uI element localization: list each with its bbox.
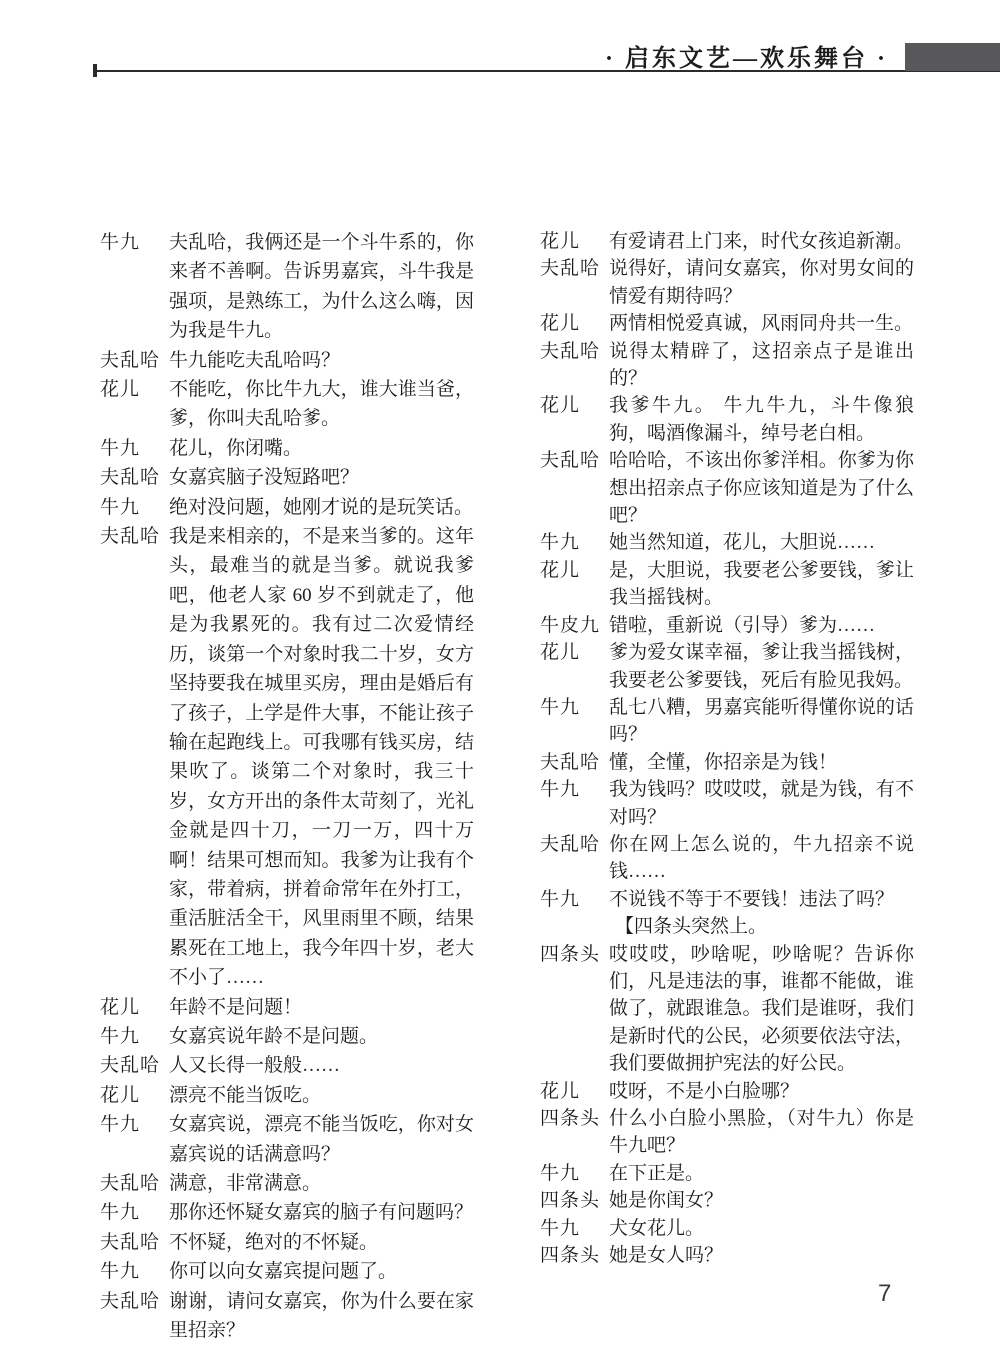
script-entry — [100, 228, 474, 346]
speaker-name: 夫乱哈 — [540, 450, 601, 472]
speaker-name: 牛九 — [540, 1217, 581, 1239]
dialogue-text: 那你还怀疑女嘉宾的脑子有问题吗？ — [169, 1202, 474, 1224]
speaker-name: 夫乱哈 — [540, 258, 601, 280]
dialogue-text: 她是女人吗？ — [609, 1245, 724, 1267]
dialogue-text: 她当然知道，花儿，大胆说…… — [609, 532, 876, 554]
script-entry — [540, 776, 914, 831]
script-entry — [540, 447, 914, 529]
script-entry — [100, 1022, 474, 1051]
dialogue-text: 犬女花儿。 — [609, 1217, 705, 1239]
script-entry — [100, 434, 474, 463]
speaker-name: 牛九 — [540, 532, 581, 554]
speaker-name: 夫乱哈 — [100, 1290, 161, 1312]
script-entry — [540, 1187, 914, 1214]
stage-direction-text: 【四条头突然上。 — [615, 916, 768, 938]
script-entry — [100, 375, 474, 434]
speaker-name: 牛九 — [100, 496, 141, 518]
script-entry — [100, 1051, 474, 1080]
script-entry — [100, 346, 474, 375]
speaker-name: 花儿 — [100, 996, 141, 1018]
speaker-name: 花儿 — [540, 395, 581, 417]
script-entry — [100, 993, 474, 1022]
script-entry — [540, 1242, 914, 1269]
speaker-name: 夫乱哈 — [100, 1231, 161, 1253]
speaker-name: 牛九 — [540, 1162, 581, 1184]
speaker-name: 花儿 — [540, 642, 581, 664]
script-entry — [540, 639, 914, 694]
speaker-name: 夫乱哈 — [100, 526, 161, 548]
speaker-name: 牛九 — [540, 779, 581, 801]
script-entry — [100, 1198, 474, 1227]
speaker-name: 牛九 — [100, 232, 141, 253]
dialogue-text: 两情相悦爱真诚，风雨同舟共一生。 — [609, 313, 914, 335]
header-corner-block — [905, 43, 1000, 71]
speaker-name: 牛九 — [100, 1261, 141, 1283]
dialogue-text: 乱七八糟，男嘉宾能听得懂你说的话吗？ — [609, 696, 914, 746]
script-entry — [540, 1105, 914, 1160]
dialogue-text: 哎哎哎，吵啥呢，吵啥呢？告诉你们，凡是违法的事，谁都不能做，谁做了，就跟谁急。我们是谁呀，我们是新时代的公民，必须要依法守法，我们要做拥护宪法的好公民。 — [609, 943, 914, 1075]
dialogue-text: 不怀疑，绝对的不怀疑。 — [169, 1231, 379, 1253]
script-entry — [100, 1110, 474, 1169]
dialogue-text: 懂，全懂，你招亲是为钱！ — [609, 751, 838, 773]
speaker-name: 牛九 — [540, 696, 581, 718]
dialogue-text: 夫乱哈，我俩还是一个斗牛系的，你来者不善啊。告诉男嘉宾，斗牛我是强项，是熟练工，为什么这么嗨，因为我是牛九。 — [169, 232, 474, 342]
speaker-name: 夫乱哈 — [100, 349, 161, 371]
script-entry — [540, 1215, 914, 1242]
script-entry — [540, 941, 914, 1078]
journal-title: · 启东文艺—欢乐舞台 · — [604, 46, 888, 72]
dialogue-text: 花儿，你闭嘴。 — [169, 437, 303, 459]
dialogue-text: 女嘉宾说年龄不是问题。 — [169, 1025, 379, 1047]
dialogue-text: 女嘉宾说，漂亮不能当饭吃，你对女嘉宾说的话满意吗？ — [169, 1114, 474, 1165]
script-entry — [100, 1169, 474, 1198]
speaker-name: 四条头 — [540, 1108, 601, 1129]
speaker-name: 牛九 — [540, 888, 581, 910]
dialogue-text: 人又长得一般般…… — [169, 1055, 341, 1077]
speaker-name: 花儿 — [100, 1084, 141, 1106]
script-entry — [100, 1228, 474, 1257]
dialogue-text: 不能吃，你比牛九大，谁大谁当爸，爹，你叫夫乱哈爹。 — [169, 379, 474, 430]
script-entry — [540, 612, 914, 639]
script-entry — [100, 1081, 474, 1110]
script-entry — [100, 1287, 474, 1346]
script-entry — [100, 493, 474, 522]
speaker-name: 夫乱哈 — [540, 340, 601, 362]
script-entry — [540, 255, 914, 310]
script-column-right — [540, 228, 914, 1269]
speaker-name: 夫乱哈 — [100, 467, 161, 489]
script-entry — [540, 831, 914, 886]
speaker-name: 牛九 — [100, 1114, 141, 1136]
script-entry — [540, 1160, 914, 1187]
speaker-name: 花儿 — [540, 313, 581, 335]
dialogue-text: 谢谢，请问女嘉宾，你为什么要在家里招亲？ — [169, 1290, 474, 1342]
script-entry — [540, 749, 914, 776]
dialogue-text: 哈哈哈，不该出你爹洋相。你爹为你想出招亲点子你应该知道是为了什么吧？ — [609, 450, 914, 527]
dialogue-text: 什么小白脸小黑脸，（对牛九）你是牛九吧？ — [609, 1108, 914, 1157]
dialogue-text: 牛九能吃夫乱哈吗？ — [169, 349, 341, 371]
script-entry — [100, 1257, 474, 1286]
speaker-name: 花儿 — [100, 379, 141, 401]
speaker-name: 夫乱哈 — [540, 833, 601, 855]
dialogue-text: 在下正是。 — [609, 1162, 705, 1184]
speaker-name: 四条头 — [540, 1245, 601, 1267]
script-entry — [540, 310, 914, 337]
dialogue-text: 我为钱吗？哎哎哎，就是为钱，有不对吗？ — [609, 779, 914, 828]
script-entry — [540, 557, 914, 612]
script-entry — [540, 1078, 914, 1105]
script-entry — [100, 522, 474, 993]
dialogue-text: 你在网上怎么说的，牛九招亲不说钱…… — [609, 833, 914, 883]
dialogue-text: 我是来相亲的，不是来当爹的。这年头，最难当的就是当爹。就说我爹吧，他老人家 60 岁不到就走了，他是为我累死的。我有过二次爱情经历，谈第一个对象时我二十岁，女方坚持要我在城里买房，理由是婚后有了孩子，上学是件大事，不能让孩子输在起跑线上。可我哪有钱买房，结果吹了。谈第二个对象时，我三十岁，女方开出的条件太苛刻了，光礼金就是四十刀，一刀一万，四十万啊！结果可想而知。我爹为让我有个家，带着病，拼着命常年在外打工，重活脏活全干，风里雨里不顾，结果累死在工地上，我今年四十岁，老大不小了…… — [169, 526, 474, 989]
speaker-name: 花儿 — [540, 559, 581, 581]
script-entry — [100, 463, 474, 492]
dialogue-text: 满意，非常满意。 — [169, 1173, 322, 1194]
script-entry — [540, 338, 914, 393]
dialogue-text: 说得好，请问女嘉宾，你对男女间的情爱有期待吗？ — [609, 258, 914, 307]
dialogue-text: 绝对没问题，她刚才说的是玩笑话。 — [169, 496, 474, 518]
dialogue-text: 女嘉宾脑子没短路吧？ — [169, 467, 360, 489]
dialogue-text: 年龄不是问题！ — [169, 996, 303, 1018]
speaker-name: 牛九 — [100, 1025, 141, 1047]
dialogue-text: 她是你闺女？ — [609, 1190, 724, 1212]
dialogue-text: 错啦，重新说（引导）爹为…… — [609, 614, 876, 636]
speaker-name: 牛九 — [100, 1202, 141, 1224]
dialogue-text: 爹为爱女谋幸福，爹让我当摇钱树，我要老公爹要钱，死后有脸见我妈。 — [609, 642, 914, 691]
speaker-name: 牛皮九 — [540, 614, 601, 636]
script-entry — [540, 228, 914, 255]
speaker-name: 花儿 — [540, 1080, 581, 1102]
speaker-name: 花儿 — [540, 231, 581, 252]
script-column-left — [100, 228, 474, 1345]
dialogue-text: 有爱请君上门来，时代女孩追新潮。 — [609, 231, 914, 252]
dialogue-text: 不说钱不等于不要钱！违法了吗？ — [609, 888, 895, 910]
dialogue-text: 漂亮不能当饭吃。 — [169, 1084, 322, 1106]
speaker-name: 四条头 — [540, 1190, 601, 1212]
speaker-name — [540, 913, 609, 940]
dialogue-text: 说得太精辟了，这招亲点子是谁出的？ — [609, 340, 914, 390]
script-entry — [540, 886, 914, 913]
script-entry — [540, 392, 914, 447]
dialogue-text: 我爹牛九。 牛九牛九，斗牛像狼狗，喝酒像漏斗，绰号老白相。 — [609, 395, 914, 444]
speaker-name: 夫乱哈 — [100, 1055, 161, 1077]
script-entry — [540, 694, 914, 749]
dialogue-text: 是，大胆说，我要老公爹要钱，爹让我当摇钱树。 — [609, 559, 914, 609]
dialogue-text: 哎呀，不是小白脸哪？ — [609, 1080, 800, 1102]
speaker-name: 夫乱哈 — [540, 751, 601, 773]
speaker-name: 四条头 — [540, 943, 601, 965]
dialogue-text: 你可以向女嘉宾提问题了。 — [169, 1261, 398, 1283]
stage-direction — [540, 913, 914, 940]
speaker-name: 夫乱哈 — [100, 1173, 161, 1194]
speaker-name: 牛九 — [100, 437, 141, 459]
page-number: 7 — [878, 1280, 892, 1307]
script-entry — [540, 529, 914, 556]
